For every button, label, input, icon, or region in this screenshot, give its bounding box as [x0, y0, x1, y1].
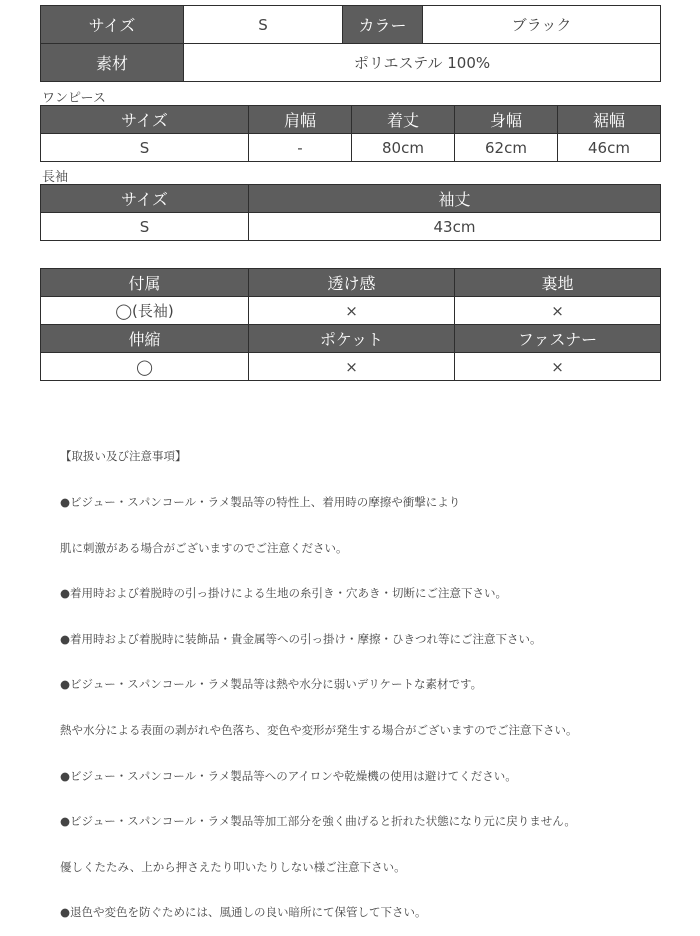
table-row	[41, 213, 661, 241]
cell-hem-width: 46cm	[558, 134, 661, 162]
table-row	[41, 44, 661, 82]
note-line: ●ビジュー・スパンコール・ラメ製品等は熱や水分に弱いデリケートな素材です。	[60, 677, 483, 692]
header-pocket: ポケット	[249, 325, 455, 353]
cell-size: S	[41, 213, 249, 241]
cell-length: 80cm	[352, 134, 455, 162]
onepiece-size-table	[40, 105, 661, 162]
cell-body-width: 62cm	[455, 134, 558, 162]
cell-shoulder-width: -	[249, 134, 352, 162]
header-accessories: 付属	[41, 269, 249, 297]
onepiece-title: ワンピース	[42, 91, 106, 106]
notes-heading: 【取扱い及び注意事項】	[60, 449, 187, 464]
care-notes	[60, 419, 578, 936]
note-line: ●着用時および着脱時に装飾品・貴金属等への引っ掛け・摩擦・ひきつれ等にご注意下さい。	[60, 631, 542, 646]
note-line: ●ビジュー・スパンコール・ラメ製品等の特性上、着用時の摩擦や衝撃により	[60, 495, 461, 509]
header-length: 着丈	[352, 106, 455, 134]
header-size: サイズ	[41, 185, 249, 213]
table-header-row	[41, 185, 661, 213]
cell-sheerness: ×	[249, 297, 455, 325]
header-body-width: 身幅	[455, 106, 558, 134]
product-info-table	[40, 5, 661, 82]
header-sheerness: 透け感	[249, 269, 455, 297]
cell-zipper: ×	[455, 353, 661, 381]
size-label: サイズ	[41, 6, 184, 44]
cell-stretch: ◯	[41, 353, 249, 381]
table-row	[41, 6, 661, 44]
cell-pocket: ×	[249, 353, 455, 381]
long-sleeve-title: 長袖	[42, 170, 69, 185]
header-sleeve-length: 袖丈	[249, 185, 661, 213]
header-stretch: 伸縮	[41, 325, 249, 353]
cell-size: S	[41, 134, 249, 162]
table-header-row	[41, 325, 661, 353]
material-label: 素材	[41, 44, 184, 82]
long-sleeve-size-table	[40, 184, 661, 241]
material-value: ポリエステル 100%	[184, 44, 661, 82]
table-row	[41, 353, 661, 381]
table-row	[41, 297, 661, 325]
color-label: カラー	[343, 6, 423, 44]
note-line: ●ビジュー・スパンコール・ラメ製品等へのアイロンや乾燥機の使用は避けてください。	[60, 768, 517, 783]
cell-sleeve-length: 43cm	[249, 213, 661, 241]
header-lining: 裏地	[455, 269, 661, 297]
note-line: ●ビジュー・スパンコール・ラメ製品等加工部分を強く曲げると折れた状態になり元に戻りません。	[60, 814, 576, 829]
header-zipper: ファスナー	[455, 325, 661, 353]
header-size: サイズ	[41, 106, 249, 134]
note-line: 優しくたたみ、上から押さえたり叩いたりしない様ご注意下さい。	[60, 859, 406, 874]
header-shoulder-width: 肩幅	[249, 106, 352, 134]
header-hem-width: 裾幅	[558, 106, 661, 134]
note-line: ●退色や変色を防ぐためには、風通しの良い暗所にて保管して下さい。	[60, 905, 427, 920]
note-line: 肌に刺激がある場合がございますのでご注意ください。	[60, 540, 348, 555]
color-value: ブラック	[423, 6, 661, 44]
attributes-table	[40, 268, 661, 381]
table-header-row	[41, 269, 661, 297]
cell-lining: ×	[455, 297, 661, 325]
table-header-row	[41, 106, 661, 134]
note-line: 熱や水分による表面の剥がれや色落ち、変色や変形が発生する場合がございますのでご注意下さい。	[60, 722, 578, 737]
cell-accessories: ◯(長袖)	[41, 297, 249, 325]
table-row	[41, 134, 661, 162]
note-line: ●着用時および着脱時の引っ掛けによる生地の糸引き・穴あき・切断にご注意下さい。	[60, 586, 508, 601]
size-value: S	[184, 6, 343, 44]
